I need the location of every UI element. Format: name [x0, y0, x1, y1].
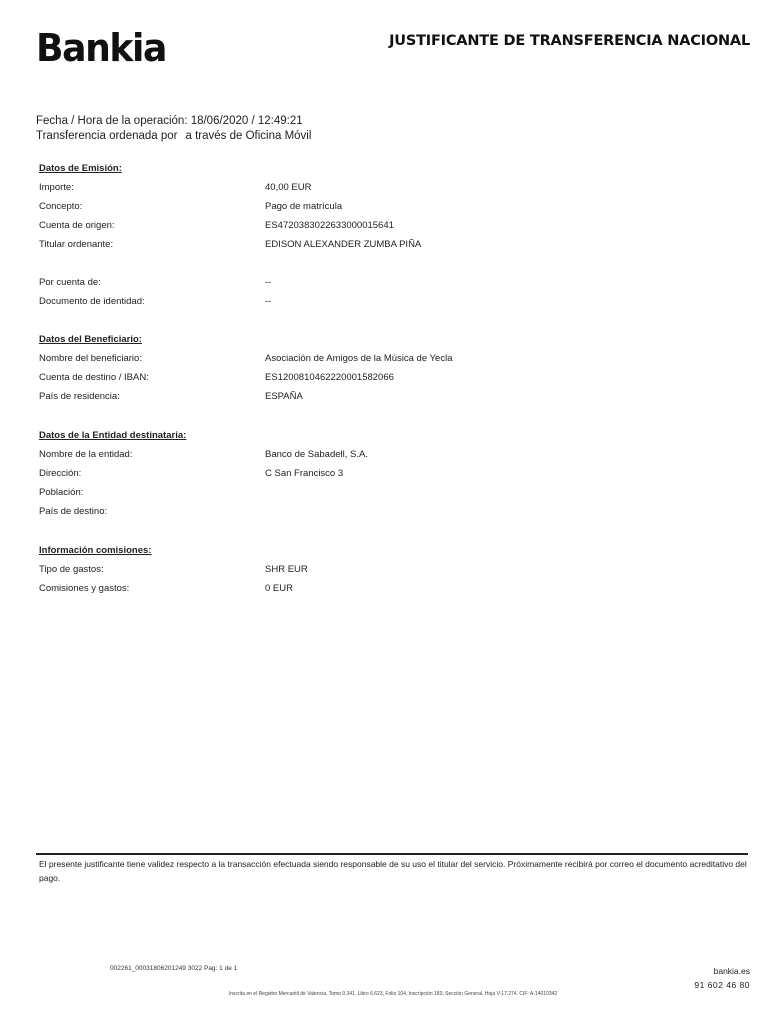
field-value: EDISON ALEXANDER ZUMBA PIÑA: [265, 239, 422, 250]
field-row-concepto: [39, 197, 739, 216]
field-row-pais-destino: [39, 502, 739, 521]
field-value: --: [265, 296, 272, 307]
field-value: ES4720383022633000015641: [265, 220, 394, 231]
bankia-logo: [36, 28, 168, 66]
operation-info: [36, 114, 311, 144]
field-label: Comisiones y gastos:: [39, 583, 130, 594]
section-heading: Datos de la Entidad destinataria:: [39, 430, 187, 441]
field-label: Cuenta de destino / IBAN:: [39, 372, 149, 383]
website-link[interactable]: bankia.es: [713, 966, 750, 976]
field-label: Importe:: [39, 182, 74, 193]
field-value: 0 EUR: [265, 583, 293, 594]
field-row-por-cuenta: [39, 273, 739, 292]
field-value: C San Francisco 3: [265, 468, 344, 479]
field-label: Por cuenta de:: [39, 277, 101, 288]
operation-channel: [36, 129, 311, 144]
field-label: Población:: [39, 487, 84, 498]
field-value: --: [265, 277, 272, 288]
field-label: País de residencia:: [39, 391, 120, 402]
field-value: ES1200810462220001582066: [265, 372, 394, 383]
field-label: Nombre del beneficiario:: [39, 353, 142, 364]
ordered-channel: a través de Oficina Móvil: [185, 130, 312, 142]
field-row-importe: [39, 178, 739, 197]
operation-datetime: Fecha / Hora de la operación: 18/06/2020 / 12:49:21: [36, 115, 303, 127]
ordered-by-label: Transferencia ordenada por: [36, 130, 178, 142]
field-row-documento: [39, 292, 739, 311]
field-value: Banco de Sabadell, S.A.: [265, 449, 368, 460]
field-row-tipo-gastos: [39, 560, 739, 579]
section-heading: Datos del Beneficiario:: [39, 334, 142, 345]
bankia-logo-icon: [36, 28, 168, 66]
section-comisiones: [39, 541, 739, 598]
section-beneficiario: [39, 330, 739, 406]
field-label: Tipo de gastos:: [39, 564, 104, 575]
field-row-nombre-beneficiario: [39, 349, 739, 368]
field-row-nombre-entidad: [39, 445, 739, 464]
field-value: SHR EUR: [265, 564, 308, 575]
field-value: ESPAÑA: [265, 391, 303, 402]
field-value: 40,00 EUR: [265, 182, 312, 193]
section-entidad: [39, 426, 739, 521]
registry-info: Inscrita en el Registro Mercantil de Valencia, Tomo 9.341, Libro 6.623, Folio 104, Inscripción 183, Sección General, Hoja V-17.274. CIF: A-14010342: [228, 991, 558, 997]
document-title: JUSTIFICANTE DE TRANSFERENCIA NACIONAL: [389, 33, 750, 49]
section-emision: [39, 159, 739, 311]
field-value: Pago de matrícula: [265, 201, 343, 212]
field-label: Documento de identidad:: [39, 296, 145, 307]
section-heading: Datos de Emisión:: [39, 163, 122, 174]
footer-disclaimer: El presente justificante tiene validez respecto a la transacción efectuada siendo responsable de su uso el titular del servicio. Próximamente recibirá por correo el documento acreditativo del pago.: [39, 859, 747, 883]
field-value: Asociación de Amigos de la Música de Yecla: [265, 353, 453, 364]
field-label: Titular ordenante:: [39, 239, 114, 250]
field-row-titular: [39, 235, 739, 254]
svg-text:Bankia: Bankia: [36, 28, 166, 66]
contact-phone: 91 602 46 80: [694, 980, 750, 990]
field-label: País de destino:: [39, 506, 108, 517]
field-label: Nombre de la entidad:: [39, 449, 133, 460]
field-row-pais-residencia: [39, 387, 739, 406]
field-row-direccion: [39, 464, 739, 483]
field-row-comisiones: [39, 579, 739, 598]
section-heading: Información comisiones:: [39, 545, 152, 556]
field-label: Concepto:: [39, 201, 83, 212]
field-label: Dirección:: [39, 468, 82, 479]
field-label: Cuenta de origen:: [39, 220, 115, 231]
field-row-iban: [39, 368, 739, 387]
field-row-poblacion: [39, 483, 739, 502]
document-reference: 002261_00031806201249 3022 Pag: 1 de 1: [110, 965, 238, 972]
field-row-cuenta-origen: [39, 216, 739, 235]
footer-divider: [36, 853, 748, 855]
